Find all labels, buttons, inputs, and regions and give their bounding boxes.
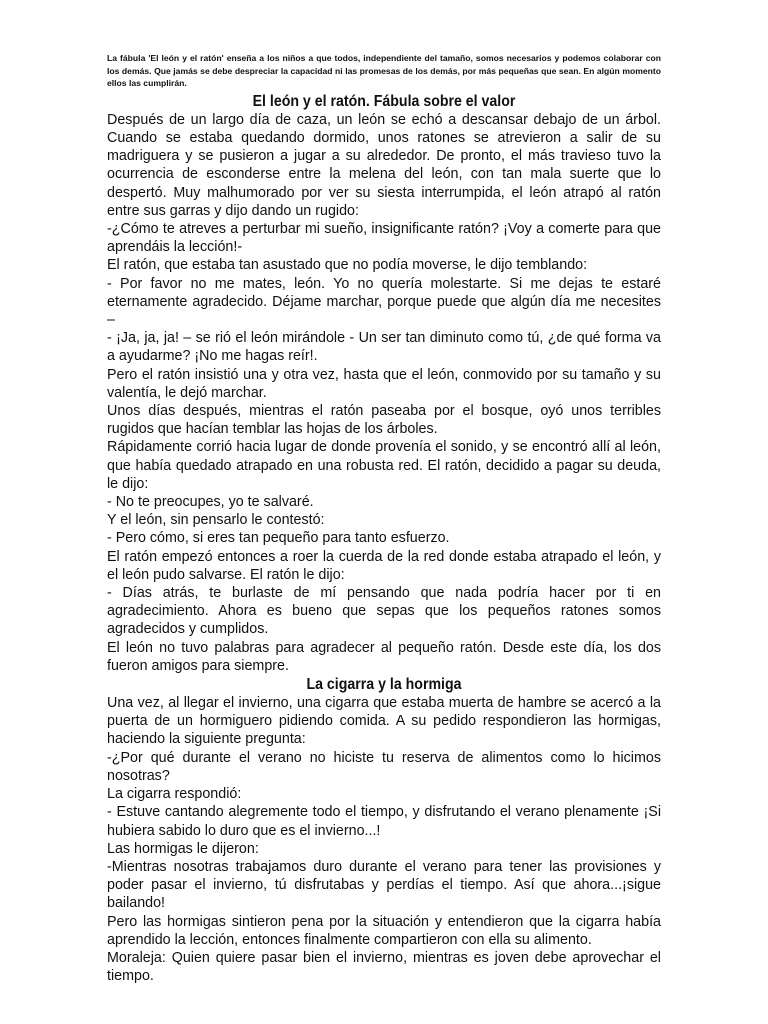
paragraph: Pero el ratón insistió una y otra vez, hasta que el león, conmovido por su tamaño y su valentía, le dejó marchar. xyxy=(107,366,661,401)
fable2-body xyxy=(107,694,661,985)
paragraph: El ratón, que estaba tan asustado que no podía moverse, le dijo temblando: xyxy=(107,257,588,274)
paragraph: Moraleja: Quien quiere pasar bien el invierno, mientras es joven debe aprovechar el tiempo. xyxy=(107,949,661,985)
paragraph: Las hormigas le dijeron: xyxy=(107,840,259,857)
paragraph: Después de un largo día de caza, un león se echó a descansar debajo de un árbol. Cuando se estaba quedando dormido, unos ratones se atrevieron a salir de su madriguera y se pusieron a jugar a su alrededor. De pronto, el más travieso tuvo la ocurrencia de esconderse entre la melena del león, con tan mala suerte que lo despertó. Muy malhumorado por ver su siesta interrumpida, el león atrapó al ratón entre sus garras y dijo dando un rugido: xyxy=(107,111,661,219)
paragraph: Rápidamente corrió hacia lugar de donde provenía el sonido, y se encontró allí al león, que había quedado atrapado en una robusta red. El ratón, decidido a pagar su deuda, le dijo: xyxy=(107,439,661,492)
fable1-title: El león y el ratón. Fábula sobre el valor xyxy=(252,92,516,110)
paragraph: -¿Por qué durante el verano no hiciste tu reserva de alimentos como lo hicimos nosotras? xyxy=(107,749,661,784)
paragraph: - Pero cómo, si eres tan pequeño para tanto esfuerzo. xyxy=(107,530,450,547)
fable2-title: La cigarra y la hormiga xyxy=(306,676,462,694)
paragraph: Pero las hormigas sintieron pena por la situación y entendieron que la cigarra había aprendido la lección, entonces finalmente compartieron con ella su alimento. xyxy=(107,913,661,948)
paragraph: La cigarra respondió: xyxy=(107,786,242,803)
paragraph: - Por favor no me mates, león. Yo no quería molestarte. Si me dejas te estaré eternamente agradecido. Déjame marchar, porque puede que algún día me necesites – xyxy=(107,275,661,329)
paragraph: - Días atrás, te burlaste de mí pensando que nada podría hacer por ti en agradecimiento. Ahora es bueno que sepas que los pequeños ratones somos agradecidos y cumplidos. xyxy=(107,585,661,638)
paragraph: -¿Cómo te atreves a perturbar mi sueño, insignificante ratón? ¡Voy a comerte para que aprendáis la lección!- xyxy=(107,221,661,256)
paragraph: Una vez, al llegar el invierno, una cigarra que estaba muerta de hambre se acercó a la puerta de un hormiguero pidiendo comida. A su pedido respondieron las hormigas, haciendo la siguiente pregunta: xyxy=(107,695,661,748)
paragraph: El ratón empezó entonces a roer la cuerda de la red donde estaba atrapado el león, y el león pudo salvarse. El ratón le dijo: xyxy=(107,548,661,583)
paragraph: - No te preocupes, yo te salvaré. xyxy=(107,494,314,511)
paragraph: Unos días después, mientras el ratón paseaba por el bosque, oyó unos terribles rugidos que hacían temblar las hojas de los árboles. xyxy=(107,403,661,438)
paragraph: - Estuve cantando alegremente todo el tiempo, y disfrutando el verano plenamente ¡Si hubiera sabido lo duro que es el invierno...! xyxy=(107,804,661,839)
paragraph: Y el león, sin pensarlo le contestó: xyxy=(107,512,325,529)
fable1-body xyxy=(107,111,661,675)
document-page xyxy=(107,52,661,985)
intro-paragraph: La fábula 'El león y el ratón' enseña a los niños a que todos, independiente del tamaño, somos necesarios y podemos colaborar con los demás. Que jamás se debe despreciar la capacidad ni las promesas de los demás, por más pequeñas que sean. En algún momento ellos las cumplirán. xyxy=(107,53,661,89)
paragraph: El león no tuvo palabras para agradecer al pequeño ratón. Desde este día, los dos fueron amigos para siempre. xyxy=(107,639,661,674)
paragraph: - ¡Ja, ja, ja! – se rió el león mirándole - Un ser tan diminuto como tú, ¿de qué forma va a ayudarme? ¡No me hagas reír!. xyxy=(107,330,661,365)
paragraph: -Mientras nosotras trabajamos duro durante el verano para tener las provisiones y poder pasar el invierno, tú disfrutabas y perdías el tiempo. Así que ahora...¡sigue bailando! xyxy=(107,858,661,912)
